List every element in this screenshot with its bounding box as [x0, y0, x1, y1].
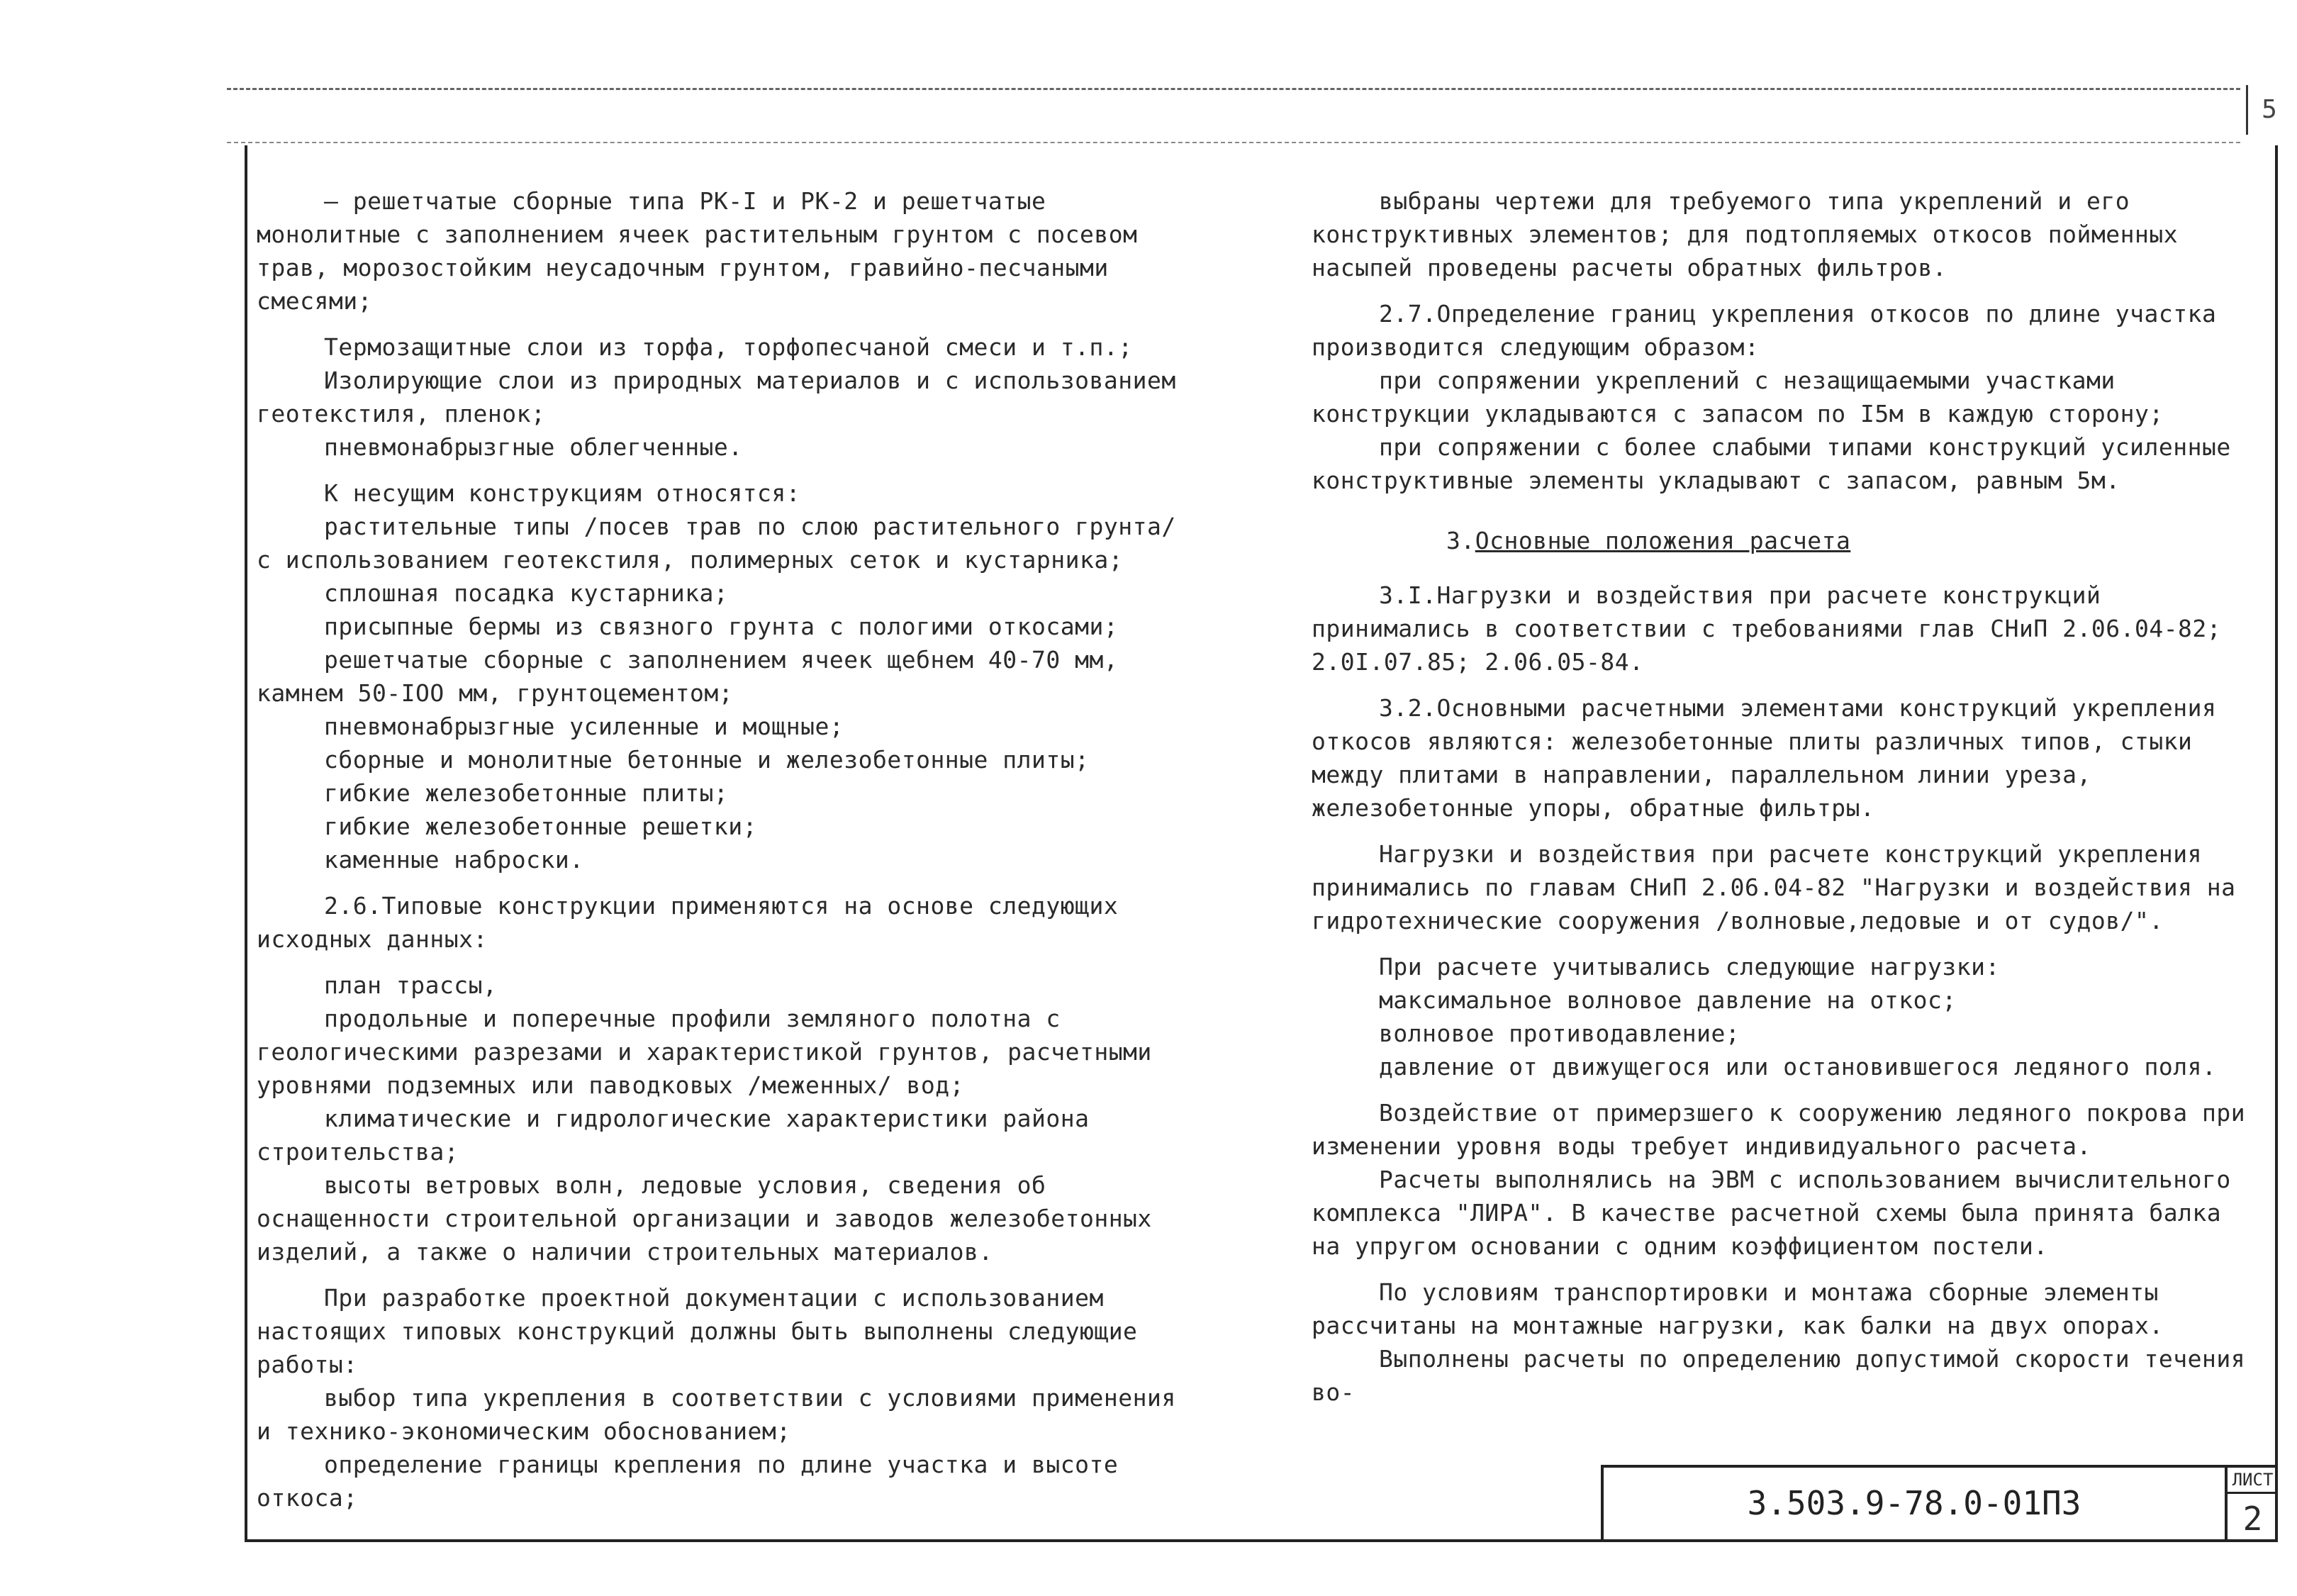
- paragraph: максимальное волновое давление на откос;: [1379, 986, 1957, 1014]
- paragraph: – решетчатые сборные типа РК-I и РК-2 и решетчатые монолитные с заполнением ячеек растительным грунтом с посевом трав, морозостойким неусадочным грунтом, гравийно-песчаными смесями;: [257, 187, 1138, 315]
- section-heading-number: 3.: [1446, 527, 1475, 554]
- sheet-label: ЛИСТ: [2228, 1468, 2278, 1494]
- paragraph: волновое противодавление;: [1379, 1020, 1740, 1047]
- paragraph: При расчете учитывались следующие нагрузки:: [1379, 953, 2000, 981]
- paragraph: присыпные бермы из связного грунта с пологими откосами;: [324, 613, 1119, 640]
- paragraph: гибкие железобетонные плиты;: [324, 779, 729, 807]
- paragraph: 2.7.Определение границ укрепления откосов по длине участка производится следующим образом:: [1312, 300, 2217, 361]
- paragraph: Выполнены расчеты по определению допустимой скорости течения во-: [1312, 1345, 2246, 1406]
- paragraph: при сопряжении укреплений с незащищаемыми участками конструкции укладываются с запасом по I5м в каждую сторону;: [1312, 367, 2164, 428]
- paragraph: каменные наброски.: [324, 846, 584, 874]
- paragraph: 3.2.Основными расчетными элементами конструкций укрепления откосов являются: железобетонные плиты различных типов, стыки между плитами в направлении, параллельном линии уреза, железобетонные упоры, обратные фильтры.: [1312, 694, 2217, 822]
- paragraph: климатические и гидрологические характеристики района строительства;: [257, 1105, 1090, 1166]
- sheet-number: 2: [2242, 1500, 2263, 1538]
- corner-page-number: 5: [2246, 85, 2291, 135]
- paragraph: По условиям транспортировки и монтажа сборные элементы рассчитаны на монтажные нагрузки, как балки на двух опорах.: [1312, 1278, 2164, 1339]
- left-text-column: [257, 184, 1192, 1514]
- paragraph: 3.I.Нагрузки и воздействия при расчете конструкций принимались в соответствии с требованиями глав СНиП 2.06.04-82; 2.0I.07.85; 2.06.05-84.: [1312, 581, 2222, 676]
- right-text-column: [1312, 184, 2247, 1409]
- title-block-code: 3.503.9-78.0-01ПЗ: [1601, 1465, 2225, 1542]
- section-heading-title: Основные положения расчета: [1475, 527, 1851, 554]
- paragraph: сплошная посадка кустарника;: [324, 579, 729, 607]
- paragraph: выбраны чертежи для требуемого типа укреплений и его конструктивных элементов; для подтопляемых откосов пойменных насыпей проведены расчеты обратных фильтров.: [1312, 187, 2179, 281]
- top-dashed-line: [227, 88, 2240, 90]
- paragraph: пневмонабрызгные усиленные и мощные;: [324, 713, 844, 740]
- paragraph: 2.6.Типовые конструкции применяются на основе следующих исходных данных:: [257, 892, 1119, 953]
- paragraph: сборные и монолитные бетонные и железобетонные плиты;: [324, 746, 1090, 774]
- paragraph: Воздействие от примерзшего к сооружению ледяного покрова при изменении уровня воды требует индивидуального расчета.: [1312, 1099, 2246, 1160]
- paragraph: При разработке проектной документации с использованием настоящих типовых конструкций должны быть выполнены следующие работы:: [257, 1284, 1138, 1378]
- paragraph: Изолирующие слои из природных материалов и с использованием геотекстиля, пленок;: [257, 367, 1176, 428]
- paragraph: растительные типы /посев трав по слою растительного грунта/ с использованием геотекстиля, полимерных сеток и кустарника;: [257, 513, 1176, 574]
- paragraph: решетчатые сборные с заполнением ячеек щебнем 40-70 мм, камнем 50-IOO мм, грунтоцементом;: [257, 646, 1119, 707]
- paragraph: при сопряжении с более слабыми типами конструкций усиленные конструктивные элементы укладывают с запасом, равным 5м.: [1312, 433, 2231, 494]
- paragraph: пневмонабрызгные облегченные.: [324, 433, 743, 461]
- sheet-number-box: [2225, 1465, 2278, 1542]
- paragraph: К несущим конструкциям относятся:: [324, 479, 801, 507]
- paragraph: Расчеты выполнялись на ЭВМ с использованием вычислительного комплекса "ЛИРА". В качестве расчетной схемы была принята балка на упругом основании с одним коэффициентом постели.: [1312, 1166, 2231, 1260]
- paragraph: Нагрузки и воздействия при расчете конструкций укрепления принимались по главам СНиП 2.06.04-82 "Нагрузки и воздействия на гидротехнические сооружения /волновые,ледовые и от судов/".: [1312, 840, 2236, 934]
- paragraph: выбор типа укрепления в соответствии с условиями применения и технико-экономическим обоснованием;: [257, 1384, 1176, 1445]
- paragraph: гибкие железобетонные решетки;: [324, 813, 758, 840]
- paragraph: план трассы,: [324, 971, 498, 999]
- paragraph: продольные и поперечные профили земляного полотна с геологическими разрезами и характеристикой грунтов, расчетными уровнями подземных или паводковых /меженных/ вод;: [257, 1005, 1152, 1099]
- frame-top-dashed-line: [227, 142, 2240, 143]
- paragraph: высоты ветровых волн, ледовые условия, сведения об оснащенности строительной организации и заводов железобетонных изделий, а также о наличии строительных материалов.: [257, 1171, 1152, 1266]
- paragraph: давление от движущегося или остановившегося ледяного поля.: [1379, 1053, 2217, 1081]
- section-heading: [1312, 524, 2247, 557]
- paragraph: Термозащитные слои из торфа, торфопесчаной смеси и т.п.;: [324, 333, 1133, 361]
- paragraph: определение границы крепления по длине участка и высоте откоса;: [257, 1451, 1119, 1512]
